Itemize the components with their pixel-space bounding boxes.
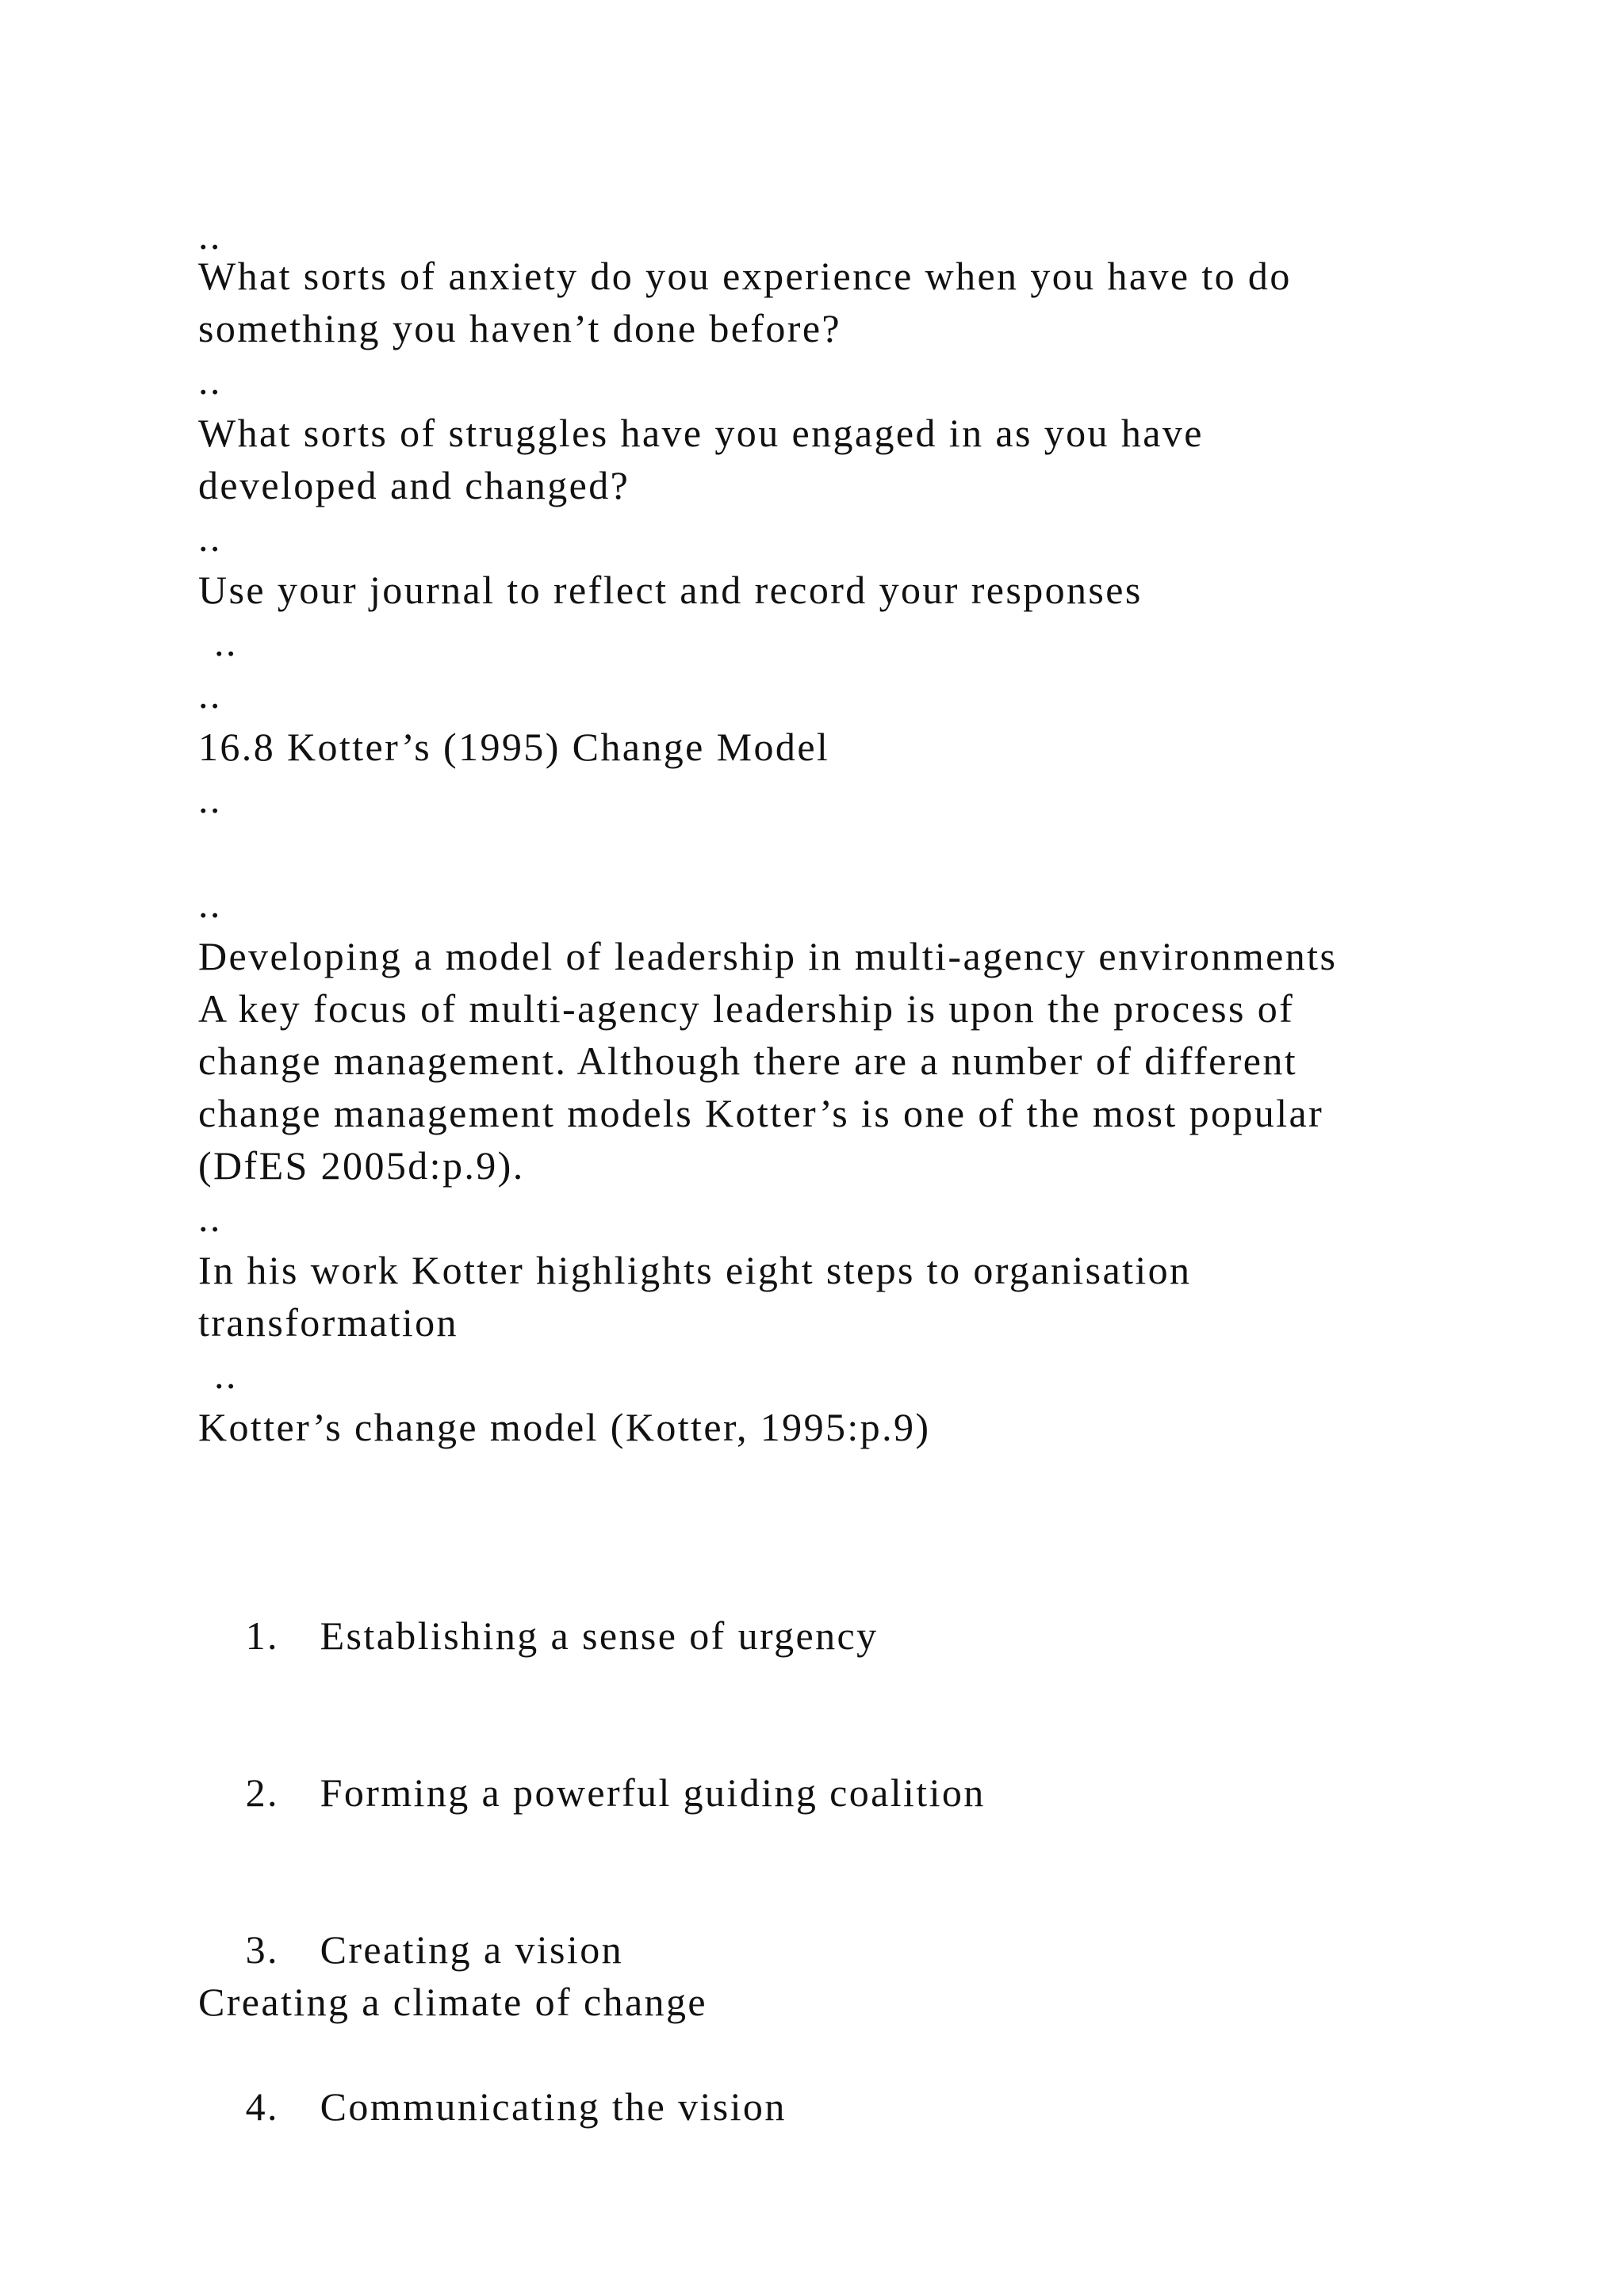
- separator-dots: ..: [214, 620, 238, 664]
- figure-caption: Kotter’s change model (Kotter, 1995:p.9): [198, 1405, 931, 1449]
- step-number: 3.: [245, 1927, 279, 1972]
- text-line: Use your journal to reflect and record your responses: [198, 568, 1143, 612]
- section-heading: 16.8 Kotter’s (1995) Change Model: [198, 725, 830, 769]
- step-item: [198, 1557, 879, 1714]
- step-number: 1.: [245, 1613, 279, 1658]
- text-line: (DfES 2005d:p.9).: [198, 1143, 525, 1188]
- separator-dots: ..: [198, 515, 222, 560]
- text-line: developed and changed?: [198, 463, 630, 507]
- separator-dots: ..: [198, 777, 222, 821]
- separator-dots: ..: [198, 358, 222, 403]
- step-item: [198, 1714, 986, 1871]
- step-text: Establishing a sense of urgency: [320, 1613, 879, 1658]
- step-text: Creating a vision: [320, 1927, 624, 1972]
- step-text: Communicating the vision: [320, 2084, 787, 2129]
- separator-dots: ..: [214, 1353, 238, 1397]
- text-line: change management models Kotter’s is one of the most popular: [198, 1091, 1324, 1135]
- text-line: In his work Kotter highlights eight steps to organisation: [198, 1248, 1192, 1292]
- text-line: change management. Although there are a number of different: [198, 1039, 1298, 1083]
- climate-heading: Creating a climate of change: [198, 1980, 707, 2024]
- separator-dots: ..: [198, 882, 222, 926]
- separator-dots: ..: [198, 672, 222, 717]
- separator-dots: ..: [198, 213, 222, 258]
- step-text: Forming a powerful guiding coalition: [320, 1770, 986, 1815]
- text-line: Developing a model of leadership in multi-agency environments: [198, 934, 1338, 978]
- separator-dots: ..: [198, 1196, 222, 1240]
- text-line: something you haven’t done before?: [198, 306, 842, 350]
- text-line: What sorts of anxiety do you experience when you have to do: [198, 254, 1292, 298]
- text-line: A key focus of multi-agency leadership is upon the process of: [198, 986, 1295, 1031]
- step-number: 2.: [245, 1770, 279, 1815]
- step-item: [198, 2028, 787, 2185]
- step-number: 4.: [245, 2084, 279, 2129]
- text-line: What sorts of struggles have you engaged in as you have: [198, 411, 1204, 455]
- text-line: transformation: [198, 1300, 458, 1345]
